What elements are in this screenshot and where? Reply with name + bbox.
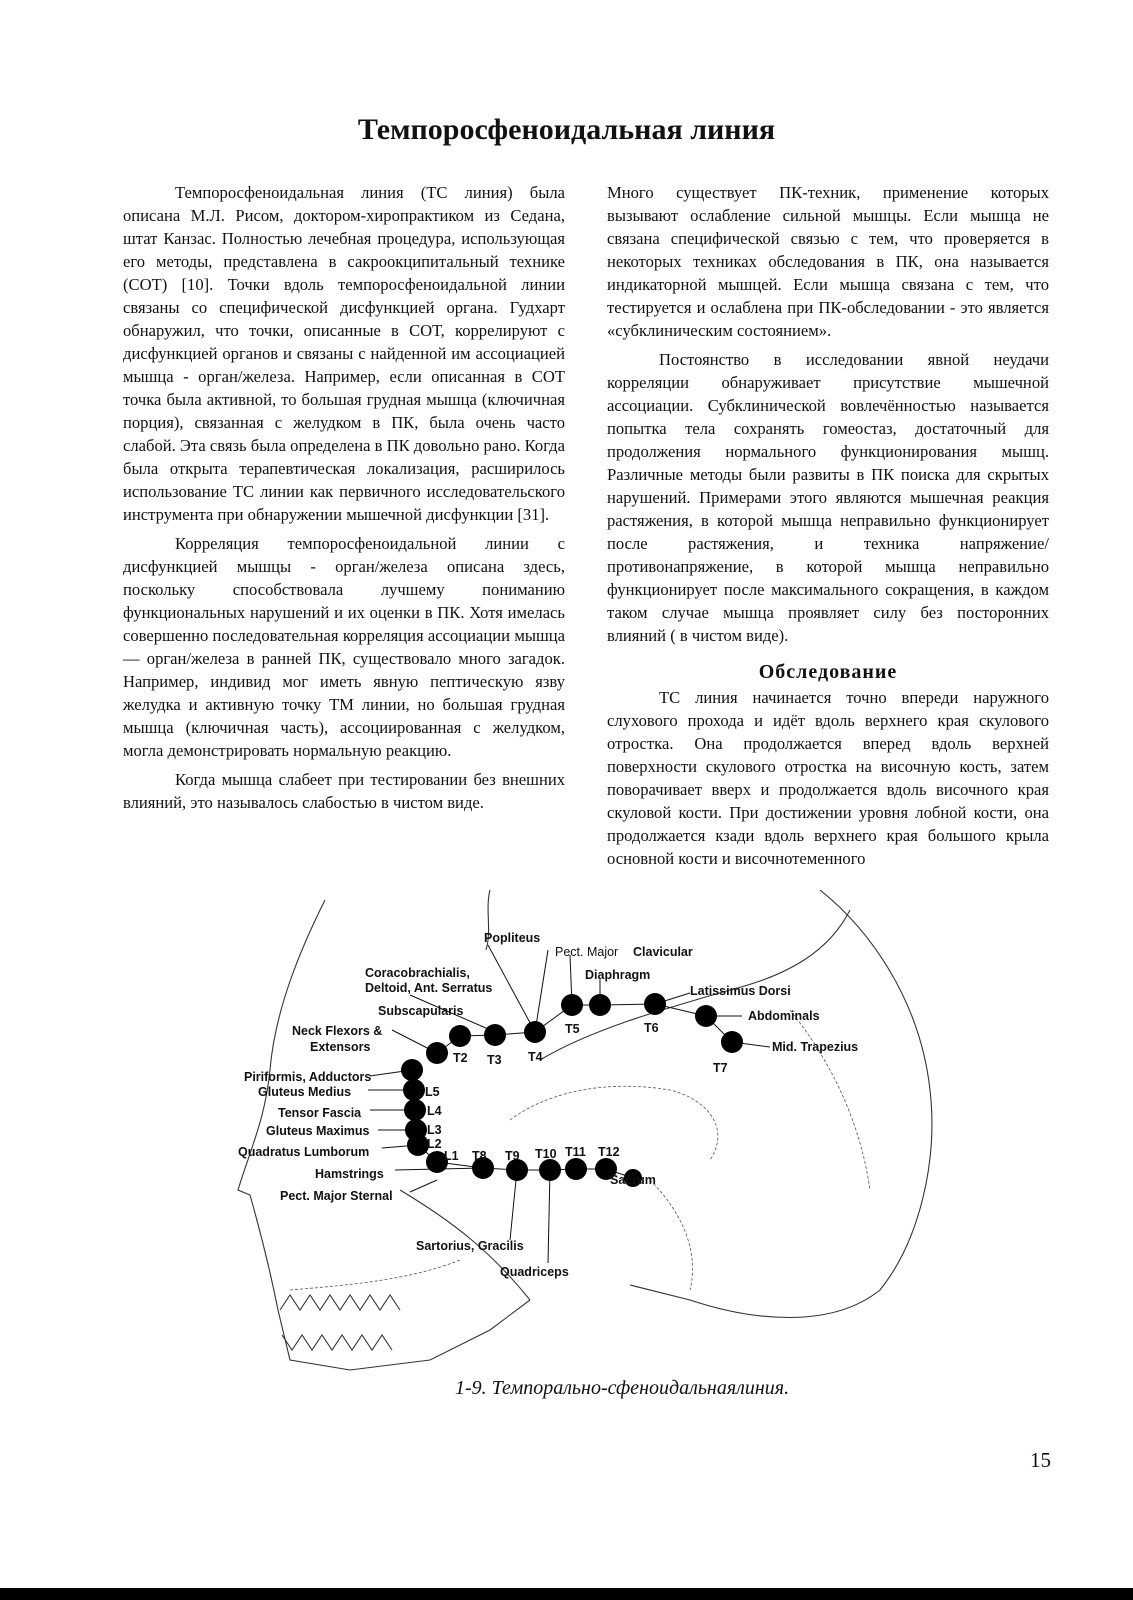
page-number: 15 (1030, 1448, 1051, 1472)
label-t2: T2 (453, 1051, 468, 1065)
label-piriformis: Piriformis, Adductors (244, 1070, 372, 1084)
label-gluteus-medius: Gluteus Medius (258, 1085, 352, 1099)
label-latissimus: Latissimus Dorsi (690, 984, 791, 998)
point-l5 (401, 1059, 423, 1081)
paragraph: Корреляция темпоросфеноидальной линии с дисфункцией мышцы - орган/железа описана здесь, поскольку способствовала лучшему пониманию функциональных нарушений и их оценки в ПК. Хотя имелась совершенно последовательная корреляция ассоциации мышца — орган/железа в ранней ПК, существовало много загадок. Например, индивид мог иметь явную пептическую язву желудка и активную точку ТМ линии, но большая грудная мышца (ключичная часть), ассоциированная с желудком, могла демонстрировать нормальную реакцию. (123, 534, 565, 760)
left-column (123, 181, 565, 820)
paragraph: Постоянство в исследовании явной неудачи корреляции обнаруживает присутствие мышечной ассоциации. Субклинической вовлечённостью называется попытка тела сохранять гомеостаз, достаточный для продолжения нормального функционирования мышц. Различные методы были развиты в ПК поиска для скрытых нарушений. Примерами этого являются мышечная реакция растяжения, в которой мышца неправильно функционирует после растяжения, и техника напряжение/противонапряжение, в которой мышца неправильно функционирует после максимального сокращения, в каждом таком случае мышца проявляет силу без посторонних влияний ( в чистом виде). (607, 350, 1049, 645)
label-diaphragm: Diaphragm (585, 968, 651, 982)
point-l1 (407, 1134, 429, 1156)
label-t12: T12 (598, 1145, 620, 1159)
point-l3 (404, 1099, 426, 1121)
label-hamstrings: Hamstrings (315, 1167, 384, 1181)
label-t10: T10 (535, 1147, 557, 1161)
label-pect-major-clav-b: Clavicular (633, 945, 693, 959)
point-t4 (524, 1021, 546, 1043)
point-l4 (403, 1079, 425, 1101)
point-t3 (484, 1024, 506, 1046)
label-l5: L5 (425, 1085, 440, 1099)
label-gluteus-maximus: Gluteus Maximus (266, 1124, 370, 1138)
point-t5b (589, 994, 611, 1016)
label-quadratus: Quadratus Lumborum (238, 1145, 370, 1159)
point-abdominals (695, 1005, 717, 1027)
point-t6 (644, 993, 666, 1015)
label-subscapularis: Subscapularis (378, 1004, 464, 1018)
label-sacrum: Sacrum (610, 1173, 656, 1187)
page-title: Темпоросфеноидальная линия (357, 113, 776, 146)
point-t10 (539, 1159, 561, 1181)
paragraph: Много существует ПК-техник, применение которых вызывают ослабление сильной мышцы. Если мышца не связана специфической связью с тем, что проверяется в некоторых техниках обследования в ПК, она называется индикаторной мышцей. Если мышца связана с тем, что тестируется и ослаблена при ПК-обследовании - это является «субклиническим состоянием». (607, 183, 1049, 340)
label-t9: T9 (505, 1149, 520, 1163)
label-t8: T8 (472, 1149, 487, 1163)
right-column (607, 181, 1049, 876)
skull-figure (230, 890, 940, 1410)
point-t7 (721, 1031, 743, 1053)
scan-edge-bar (0, 1588, 1133, 1600)
point-t2 (426, 1042, 448, 1064)
point-t11 (565, 1158, 587, 1180)
teeth (280, 1295, 400, 1350)
label-t11: T11 (565, 1145, 586, 1159)
label-t5: T5 (565, 1022, 580, 1036)
label-l1: L1 (444, 1149, 459, 1163)
label-popliteus: Popliteus (484, 931, 541, 945)
muscle-labels (238, 931, 858, 1279)
label-quadriceps: Quadriceps (500, 1265, 569, 1279)
label-t7: T7 (713, 1061, 728, 1075)
section-heading: Обследование (758, 661, 898, 683)
label-pect-major-sternal: Pect. Major Sternal (280, 1189, 393, 1203)
skull-diagram (230, 890, 940, 1410)
label-extensors: Extensors (310, 1040, 371, 1054)
label-deltoid: Deltoid, Ant. Serratus (365, 981, 493, 995)
paragraph: Темпоросфеноидальная линия (ТС линия) была описана М.Л. Рисом, доктором-хиропрактиком из Седана, штат Канзас. Полностью лечебная процедура, использующая его методы, представлена в сакроокципитальный технике (СОТ) [10]. Точки вдоль темпоросфеноидальной линии связаны со специфической дисфункцией органа. Гудхарт обнаружил, что точки, описанные в СОТ, коррелируют с дисфункцией органов и связаны с найденной им ассоциацией мышца - орган/железа. Например, если описанная в СОТ точка была активной, то большая грудная мышца (ключичная порция), связанная с желудком в ПК, была очень часто слабой. Эта связь была определена в ПК довольно рано. Когда была открыта терапевтическая локализация, расширилось использование ТС линии как первичного исследовательского инструмента при обнаружении мышечной дисфункции [31]. (123, 183, 565, 524)
label-pect-major-clav-a: Pect. Major (555, 945, 619, 959)
label-coracobrachialis: Coracobrachialis, (365, 966, 470, 980)
paragraph: ТС линия начинается точно впереди наружного слухового прохода и идёт вдоль верхнего края скулового отростка. Она продолжается вперед вдоль верхней поверхности скулового отростка на височную кость, затем поворачивает вверх и продолжается вдоль височного края скуловой кости. При достижении уровня лобной кости, она продолжается кзади вдоль верхнего края большого крыла основной кости и височнотеменного (607, 688, 1049, 868)
figure-caption: 1-9. Темпорально-сфеноидальнаялиния. (455, 1377, 790, 1399)
label-neck-flexors: Neck Flexors & (292, 1024, 383, 1038)
label-l3: L3 (427, 1123, 442, 1137)
label-abdominals: Abdominals (748, 1009, 820, 1023)
label-mid-trapezius: Mid. Trapezius (772, 1040, 859, 1054)
label-t6: T6 (644, 1021, 659, 1035)
point-t2b (449, 1025, 471, 1047)
label-tensor: Tensor Fascia (278, 1106, 362, 1120)
label-sartorius: Sartorius, Gracilis (416, 1239, 524, 1253)
label-l2: L2 (427, 1137, 442, 1151)
paragraph: Когда мышца слабеет при тестировании без внешних влияний, это называлось слабостью в чистом виде. (123, 770, 565, 812)
label-l4: L4 (427, 1104, 442, 1118)
label-t4: T4 (528, 1050, 543, 1064)
label-t3: T3 (487, 1053, 502, 1067)
point-t5 (561, 994, 583, 1016)
